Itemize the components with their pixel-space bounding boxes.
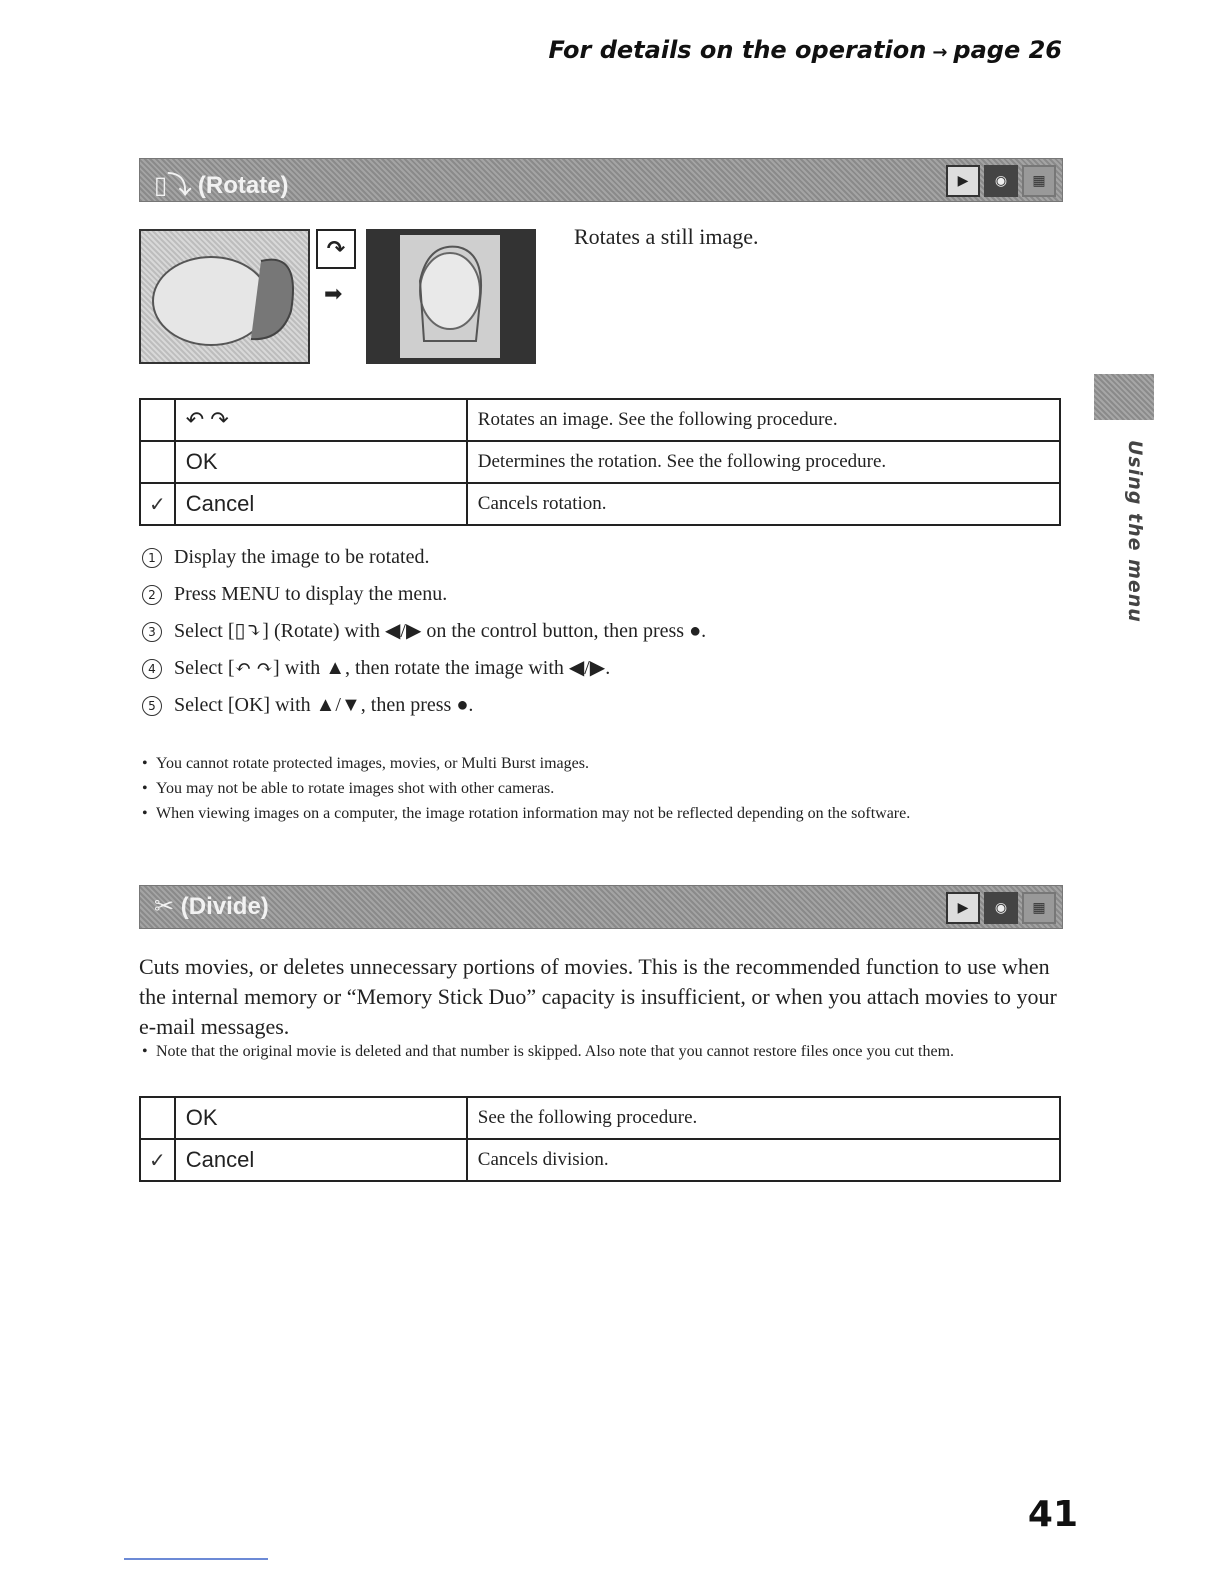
option-description: Cancels rotation. [467,483,1060,525]
option-description: Rotates an image. See the following procedure. [467,399,1060,441]
footer-rule [124,1558,268,1560]
page-reference [549,36,1063,64]
rotated-photo-after [366,229,536,364]
rotate-title-text: (Rotate) [197,172,289,199]
mode-icons [946,892,1056,924]
divide-section-title [154,892,269,921]
table-row[interactable] [140,399,1060,441]
side-tab-marker [1094,374,1154,420]
step-text: Select [OK] with ▲/▼, then press ●. [174,694,474,716]
option-label: ↶ ↷ [175,399,467,441]
camera-mode-icon: ◉ [984,165,1018,197]
bullet-icon: • [142,805,148,822]
step-number: 2 [142,585,162,605]
list-item [142,693,706,730]
list-item [142,656,706,693]
step-number: 4 [142,659,162,679]
playback-mode-icon: ▶ [946,165,980,197]
rotate-notes [142,752,1057,827]
step-text: Select [↶ ↷] with ▲, then rotate the image with ◀/▶. [174,657,611,679]
note-text: You cannot rotate protected images, movies, or Multi Burst images. [156,755,589,772]
page-number: 41 [1027,1494,1078,1535]
step-number: 3 [142,622,162,642]
step-text: Press MENU to display the menu. [174,583,448,605]
step-text: Select [▯⤵] (Rotate) with ◀/▶ on the control button, then press ●. [174,620,707,642]
mode-icons [946,165,1056,197]
option-label: OK [175,441,467,483]
note-text: Note that the original movie is deleted and that number is skipped. Also note that you cannot restore files once you cut them. [156,1043,955,1060]
divide-notes [142,1040,1057,1065]
check-icon: ✓ [140,1139,175,1181]
movie-mode-icon: ▦ [1022,165,1056,197]
default-marker [140,441,175,483]
option-description: Cancels division. [467,1139,1060,1181]
reference-arrow: → [932,42,948,63]
bullet-icon: • [142,780,148,797]
camera-mode-icon: ◉ [984,892,1018,924]
scissors-icon: ✂ [154,893,175,920]
table-row[interactable] [140,483,1060,525]
portrait-rotated-illustration [141,231,308,362]
option-label: OK [175,1097,467,1139]
bullet-icon: • [142,1043,148,1060]
note-item [142,777,1057,800]
rotate-icon: ▯⤵ [154,172,192,199]
note-item [142,802,1057,825]
step-text: Display the image to be rotated. [174,546,430,568]
playback-mode-icon: ▶ [946,892,980,924]
movie-mode-icon: ▦ [1022,892,1056,924]
right-arrow-icon: ➡ [324,282,343,307]
option-description: See the following procedure. [467,1097,1060,1139]
divide-intro: Cuts movies, or deletes unnecessary portions of movies. This is the recommended function to use when the internal memory or “Memory Stick Duo” capacity is insufficient, or when you attach movies to your e-mail messages. [139,954,1057,1039]
list-item [142,545,706,582]
note-text: When viewing images on a computer, the image rotation information may not be reflected depending on the software. [156,805,911,822]
rotate-steps [142,545,706,730]
list-item [142,619,706,656]
default-marker [140,399,175,441]
rotated-photo-before [139,229,310,364]
table-row[interactable] [140,441,1060,483]
option-description: Determines the rotation. See the following procedure. [467,441,1060,483]
option-label: Cancel [175,1139,467,1181]
bullet-icon: • [142,755,148,772]
check-icon: ✓ [140,483,175,525]
rotate-section-header [139,158,1063,202]
table-row[interactable] [140,1139,1060,1181]
reference-prefix: For details on the operation [548,36,927,64]
side-tab-label: Using the menu [1124,440,1146,623]
rotate-icon: ↷ [316,229,356,269]
rotate-intro: Rotates a still image. [574,224,759,249]
divide-title-text: (Divide) [180,893,269,920]
note-item [142,1040,1057,1063]
default-marker [140,1097,175,1139]
note-item [142,752,1057,775]
rotate-section-title [154,165,289,200]
divide-section-header [139,885,1063,929]
table-row[interactable] [140,1097,1060,1139]
step-number: 5 [142,696,162,716]
list-item [142,582,706,619]
divide-options-table [139,1096,1061,1182]
reference-page: page 26 [953,36,1062,64]
step-number: 1 [142,548,162,568]
note-text: You may not be able to rotate images shot with other cameras. [156,780,555,797]
portrait-upright-illustration [368,231,534,362]
rotate-options-table [139,398,1061,526]
option-label: Cancel [175,483,467,525]
